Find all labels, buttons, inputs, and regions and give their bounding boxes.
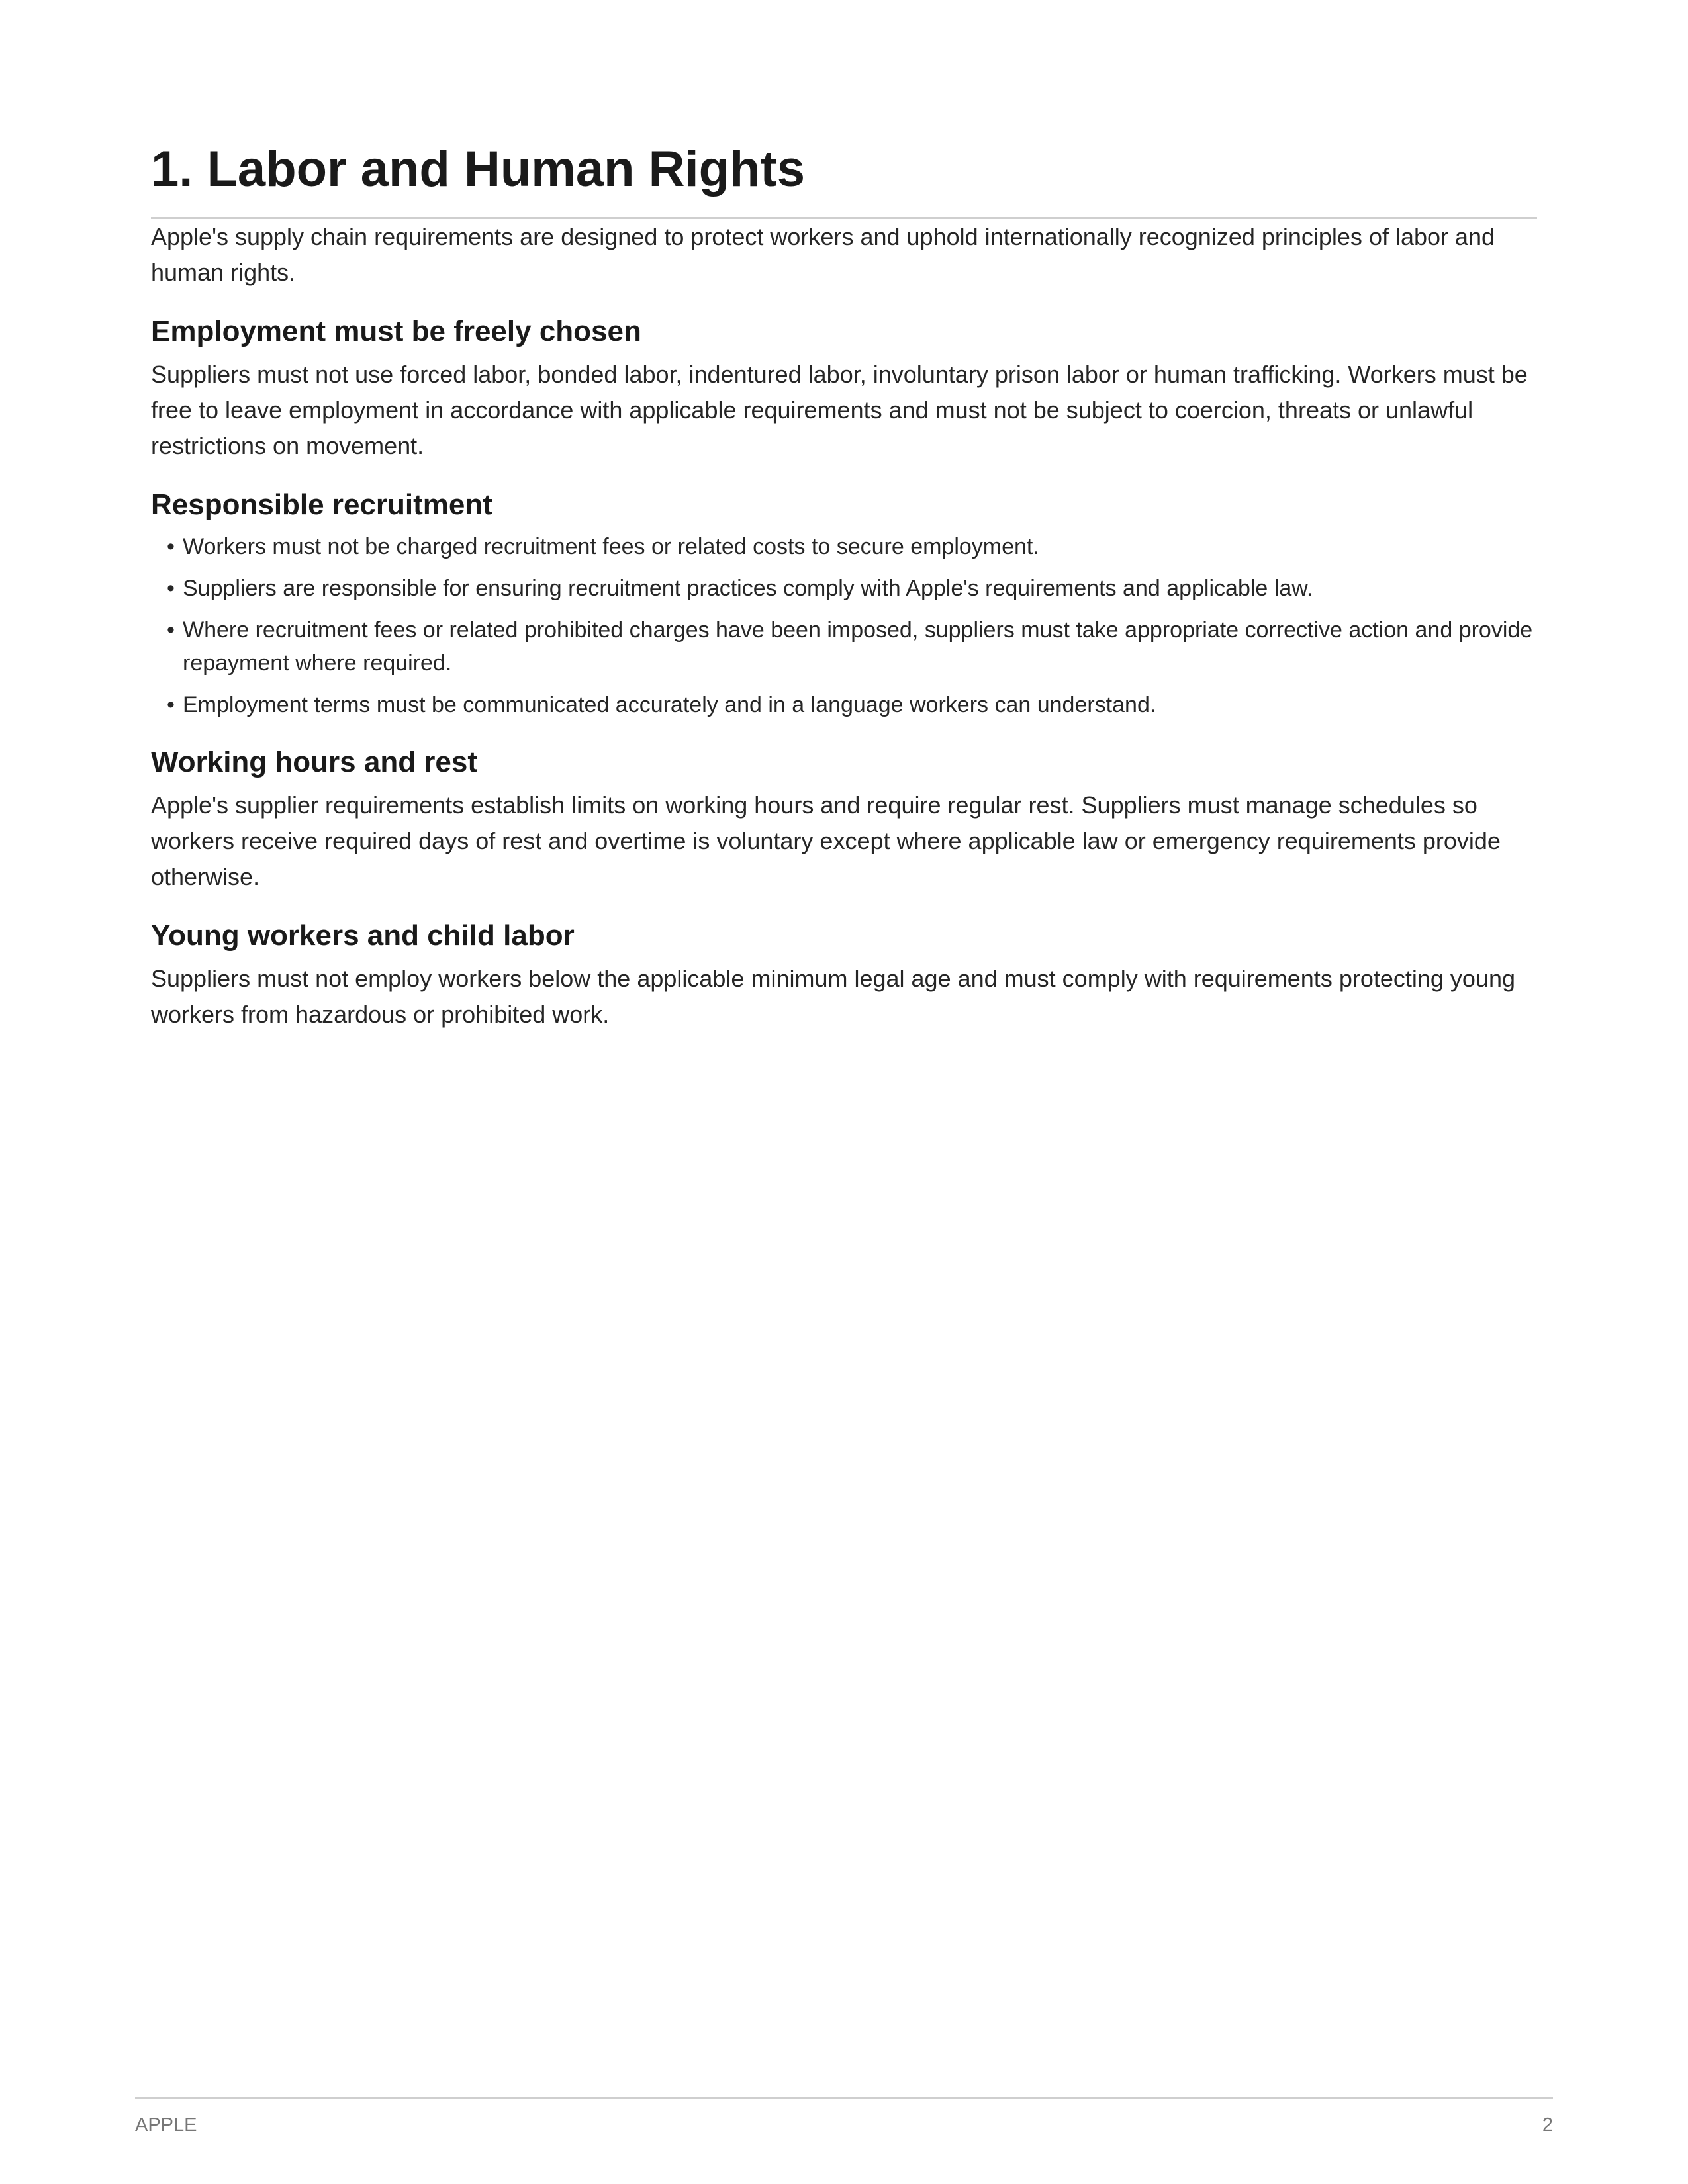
page-footer [135,2097,1553,2136]
bullet-icon: • [167,617,175,643]
section-paragraph: Apple's supplier requirements establish limits on working hours and require regular rest. Suppliers must manage schedules so workers receive required days of rest and overtime is voluntary except where applicable law or emergency requirements provide otherwise. [151,792,1501,890]
bullet-icon: • [167,576,175,601]
section-employment-freely-chosen [151,313,1537,464]
page-title: 1. Labor and Human Rights [151,139,1537,219]
list-item-text: Suppliers are responsible for ensuring recruitment practices comply with Apple's requirements and applicable law. [183,576,1313,601]
bullet-list [151,530,1537,721]
section-heading: Working hours and rest [151,746,478,778]
section-working-hours [151,744,1537,895]
page-content [151,139,1537,1032]
section-paragraph: Suppliers must not employ workers below the applicable minimum legal age and must comply with requirements protecting young workers from hazardous or prohibited work. [151,965,1515,1028]
section-young-workers [151,917,1537,1032]
list-item [167,530,1537,563]
section-heading: Responsible recruitment [151,488,492,521]
list-item [167,614,1537,680]
section-heading: Employment must be freely chosen [151,315,641,347]
intro-paragraph: Apple's supply chain requirements are designed to protect workers and uphold internationally recognized principles of labor and human rights. [151,223,1495,286]
section-paragraph: Suppliers must not use forced labor, bonded labor, indentured labor, involuntary prison labor or human trafficking. Workers must be free to leave employment in accordance with applicable requirements and must not be subject to coercion, threats or unlawful restrictions on movement. [151,361,1528,459]
section-heading: Young workers and child labor [151,919,575,952]
list-item [167,688,1537,721]
bullet-icon: • [167,534,175,559]
page-number: 2 [1542,2115,1553,2136]
list-item-text: Workers must not be charged recruitment fees or related costs to secure employment. [183,534,1039,559]
list-item [167,572,1537,605]
list-item-text: Where recruitment fees or related prohibited charges have been imposed, suppliers must take appropriate corrective action and provide repayment where required. [183,617,1533,676]
list-item-text: Employment terms must be communicated accurately and in a language workers can understand. [183,692,1156,717]
footer-brand: APPLE [135,2115,197,2136]
bullet-icon: • [167,692,175,717]
section-responsible-recruitment [151,486,1537,721]
